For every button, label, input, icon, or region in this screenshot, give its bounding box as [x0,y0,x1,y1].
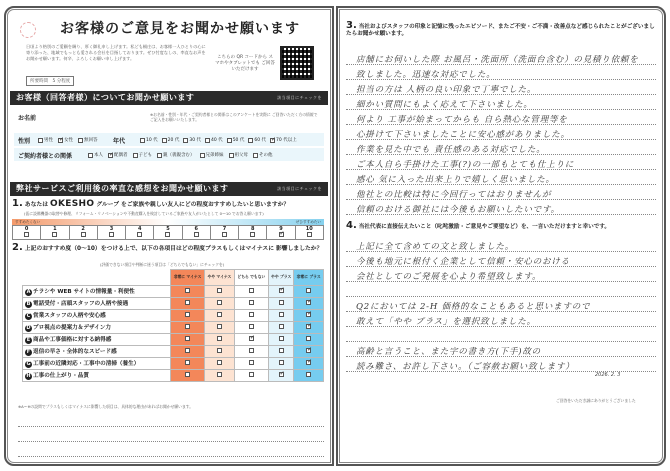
rating-row-label: C 営業スタッフの人柄や安心感 [23,310,171,322]
rating-row [23,322,324,334]
checkbox-icon[interactable] [249,312,254,317]
answer-line[interactable] [346,341,656,342]
q3-handwritten-answer: 細かい質問にもよく応えて下さいました。 [356,100,533,110]
age-option[interactable] [162,137,180,143]
checkbox-icon[interactable] [222,232,227,237]
checkbox-icon[interactable] [306,300,311,305]
checkbox-icon[interactable] [248,138,253,143]
checkbox-icon[interactable] [140,138,145,143]
checkbox-icon[interactable] [279,232,284,237]
checkbox-icon[interactable] [279,312,284,317]
checkbox-icon[interactable] [217,372,222,377]
gender-option-label: 女性 [64,138,73,143]
scale-low-label: すすめたくない [15,220,41,224]
answer-line[interactable] [18,426,324,427]
rating-cell[interactable] [294,370,324,382]
rating-cell[interactable] [205,286,235,298]
checkbox-icon[interactable] [249,348,254,353]
gender-label: 性別 [18,138,31,145]
relation-option[interactable] [200,152,224,158]
gender-option[interactable] [38,137,53,143]
scale-option[interactable] [239,226,267,239]
checkbox-icon[interactable] [200,153,205,158]
rating-cell[interactable] [269,322,294,334]
letter-badge-icon: G [26,361,31,367]
checkbox-icon[interactable] [279,372,284,377]
rating-column-header: どちら でもない [234,270,268,286]
checkbox-icon[interactable] [24,232,29,237]
checkbox-icon[interactable] [185,288,190,293]
checkbox-icon[interactable] [205,138,210,143]
gender-option-label: 男性 [44,138,53,143]
relation-label: ご契約者様との関係 [18,153,73,160]
rating-cell[interactable] [234,310,268,322]
checkbox-icon[interactable] [38,138,43,143]
rating-cell[interactable] [205,298,235,310]
checkbox-icon[interactable] [279,288,284,293]
relation-option-label: 配偶者 [114,153,128,158]
checkbox-icon[interactable] [306,372,311,377]
rating-cell[interactable] [269,346,294,358]
rating-row [23,310,324,322]
checkbox-icon[interactable] [133,153,138,158]
age-options [140,137,297,143]
scale-number: 8 [251,226,255,232]
checkbox-icon[interactable] [279,348,284,353]
checkbox-icon[interactable] [306,348,311,353]
rating-cell[interactable] [294,310,324,322]
scale-number: 3 [109,226,114,232]
rating-row [23,286,324,298]
name-label: お名前 [18,115,37,122]
checkbox-icon[interactable] [306,288,311,293]
check-note: 該当項目にチェックを [277,186,322,191]
rating-cell[interactable] [234,322,268,334]
answer-line[interactable] [346,296,656,297]
gender-option[interactable] [78,137,98,143]
rating-cell[interactable] [294,298,324,310]
rating-cell[interactable] [205,358,235,370]
checkbox-icon[interactable] [78,138,83,143]
rating-cell[interactable] [294,334,324,346]
age-option[interactable] [227,137,245,143]
rating-cell[interactable] [294,286,324,298]
checkbox-icon[interactable] [306,312,311,317]
service-section-header [10,182,328,196]
checkbox-icon[interactable] [217,336,222,341]
checkbox-icon[interactable] [307,232,312,237]
question-3: 3. 当社およびスタッフの印象と記憶に残ったエピソード、またご不安・ご不満・改善点など感じられたことがございましたらお聞かせ願います。 [346,20,655,37]
checkbox-icon[interactable] [185,324,190,329]
scale-number: 2 [81,226,85,232]
checkbox-icon[interactable] [253,153,258,158]
rating-row-label: E 商品や工事価格に対する納得感 [23,334,171,346]
scale-number: 5 [166,226,170,232]
scale-number: 6 [194,226,198,232]
age-label: 年代 [113,138,126,145]
checkbox-icon[interactable] [137,232,142,237]
rating-row [23,298,324,310]
relation-option[interactable] [229,152,249,158]
rating-cell[interactable] [269,358,294,370]
scale-option[interactable] [98,226,126,239]
rating-cell[interactable] [205,370,235,382]
checkbox-icon[interactable] [185,300,190,305]
scale-option[interactable] [41,226,69,239]
scale-option[interactable] [154,226,182,239]
scale-number: 9 [279,226,283,232]
rating-cell[interactable] [234,298,268,310]
rating-column-header: 非常に マイナス [171,270,205,286]
checkbox-icon[interactable] [157,153,162,158]
checkbox-icon[interactable] [81,232,86,237]
rating-cell[interactable] [205,346,235,358]
checkbox-icon[interactable] [185,336,190,341]
rating-cell[interactable] [234,286,268,298]
question-2-sub: (評価できない項目や判断に迷う項目は「どちらでもない」にチェックを) [100,262,225,267]
scale-number: 7 [222,226,227,232]
checkbox-icon[interactable] [58,138,63,143]
checkbox-icon[interactable] [217,348,222,353]
checkbox-icon[interactable] [249,288,254,293]
relation-option[interactable] [253,152,273,158]
checkbox-icon[interactable] [217,324,222,329]
checkbox-icon[interactable] [217,300,222,305]
rating-column-header: 非常に プラス [294,270,324,286]
relation-option-label: 兄弟姉妹 [205,153,224,158]
rating-cell[interactable] [294,322,324,334]
checkbox-icon[interactable] [183,138,188,143]
q3-handwritten-answer: 何より 工事が始まってからも 自ら熱心な管理等を [356,115,568,125]
scale-high-label: ぜひすすめたい [295,220,321,224]
scale-number: 10 [305,226,313,232]
question-1-sub: (仮に設備機器の取替や修理、リフォーム・リノベーションや不動産購入を検討しているご家族や友人がいたとして 0〜10 でお答え願います) [24,211,264,216]
checkbox-icon[interactable] [88,153,93,158]
checkbox-icon[interactable] [165,232,170,237]
rating-cell[interactable] [205,322,235,334]
q4-handwritten-answer: 今後も地元に根付く企業として信頼・安心のおける [356,257,570,267]
rating-cell[interactable] [205,334,235,346]
q3-handwritten-answer: 致しました。迅速な対応でした。 [356,70,496,80]
letter-badge-icon: A [26,289,31,295]
checkbox-icon[interactable] [217,360,222,365]
respondent-section-title: お客様（回答者様）についてお聞かせ願います [16,93,195,102]
letter-badge-icon: H [26,373,31,379]
age-option-label: 10 代 [146,138,158,143]
age-option[interactable] [205,137,223,143]
checkbox-icon[interactable] [279,360,284,365]
q3-handwritten-answer: 他社との比較は特に今回行ってはおりませんが [356,190,552,200]
relation-option[interactable] [133,152,153,158]
rating-cell[interactable] [171,358,205,370]
scale-option[interactable] [267,226,295,239]
name-note: ※お名前・性別・年代・ご契約者様との関係はこのアンケートを実際に ご回答いただく方の情報でご記入をお願いいたします。 [150,112,318,122]
rating-row [23,370,324,382]
letter-badge-icon: E [26,337,31,343]
checkbox-icon[interactable] [306,360,311,365]
checkbox-icon[interactable] [162,138,167,143]
scale-option[interactable] [126,226,154,239]
age-option[interactable] [140,137,158,143]
checkbox-icon[interactable] [109,232,114,237]
age-option-label: 30 代 [189,138,202,143]
q4-handwritten-answer: 上記に全て含めての文と致しました。 [356,242,515,252]
scale-number: 0 [24,226,29,232]
relation-option-label: 親（義親含む） [163,153,195,158]
checkbox-icon[interactable] [194,232,199,237]
checkbox-icon[interactable] [217,312,222,317]
scale-option[interactable] [296,226,323,239]
rating-row [23,346,324,358]
thanks-text: ご回答をいただき誠にありがとうございました [556,398,636,403]
gender-option-label: 無回答 [84,138,98,143]
relation-option-label: その他 [259,153,273,158]
letter-badge-icon: B [26,301,31,307]
rating-cell[interactable] [171,334,205,346]
rating-cell[interactable] [171,298,205,310]
rating-cell[interactable] [269,286,294,298]
age-option-label: 60 代 [254,138,267,143]
q3-handwritten-answer: 心掛けて下さいましたことに安心感がありました。 [356,130,570,140]
q3-handwritten-answer: ご本人自ら手掛けた工事(?)の一部もとても仕上りに [356,160,575,170]
checkbox-icon[interactable] [249,360,254,365]
time-required-badge: 所要時間 5 分程度 [26,76,74,86]
checkbox-icon[interactable] [52,232,57,237]
checkbox-icon[interactable] [249,324,254,329]
checkbox-icon[interactable] [279,336,284,341]
q3-handwritten-answer: 作業を見た中でも 責任感のある対応でした。 [356,145,546,155]
rating-cell[interactable] [171,310,205,322]
rating-cell[interactable] [234,358,268,370]
q3-handwritten-answer: 感心 気に入った出来上りで嬉しく思いました。 [356,175,555,185]
letter-badge-icon: F [26,349,31,355]
rating-cell[interactable] [294,346,324,358]
rating-cell[interactable] [269,310,294,322]
scale-option[interactable] [70,226,98,239]
page-title: お客様のご意見をお聞かせ願います [60,21,300,37]
q4-handwritten-answer: Q2においては 2-H 価格的なこともあると思いますので [356,302,591,312]
q4-handwritten-answer: 高齢と言うこと、また字の書き方(下手)故の [356,347,541,357]
age-option[interactable] [183,137,201,143]
checkbox-icon[interactable] [227,138,232,143]
service-section-title: 弊社サービスご利用後の率直な感想をお聞かせ願います [16,184,229,193]
checkbox-icon[interactable] [249,300,254,305]
q4-handwritten-answer: 会社としてのご発展を心より希望致します。 [356,272,542,282]
date-handwritten: 2026. 2. 3 [595,372,621,378]
checkbox-icon[interactable] [279,300,284,305]
q4-handwritten-answer: 敢えて「やや プラス」を選択致しました。 [356,317,536,327]
relation-option-label: 祖父母 [234,153,248,158]
rating-grid [22,269,324,382]
gender-option[interactable] [58,137,73,143]
question-4: 4. 当社代表に直接伝えたいこと（叱咤激励・ご意見やご要望など）を、一言いただけますと幸いです。 [346,220,610,231]
q3-handwritten-answer: 店舗にお伺いした際 お風呂・洗面所（洗面台含む）の見積り依頼を [356,55,639,65]
rating-cell[interactable] [269,334,294,346]
scale-option[interactable] [183,226,211,239]
checkbox-icon[interactable] [249,336,254,341]
rating-row [23,358,324,370]
age-option-label: 50 代 [232,138,245,143]
brand-name: OKESHO [50,199,95,209]
qr-instruction: こちらの QR コードから スマホやタブレットでも ご回答いただけます [215,55,275,72]
rating-cell[interactable] [234,346,268,358]
age-option-label: 20 代 [167,138,180,143]
rating-cell[interactable] [294,358,324,370]
relation-option[interactable] [157,152,195,158]
checkbox-icon[interactable] [306,336,311,341]
rating-cell[interactable] [234,370,268,382]
rating-row-label: A チラシや WEB サイトの情報量・利便性 [23,286,171,298]
rating-cell[interactable] [171,286,205,298]
scale-option[interactable] [211,226,239,239]
rating-cell[interactable] [171,322,205,334]
scale-number: 1 [53,226,57,232]
checkbox-icon[interactable] [185,372,190,377]
qr-code-icon[interactable] [280,46,314,80]
checkbox-icon[interactable] [279,324,284,329]
checkbox-icon[interactable] [185,348,190,353]
rating-row-label: F 返信の早さ・全体的なスピード感 [23,346,171,358]
q3-handwritten-answer: 信頼のおける御社には今後もお願いしたいです。 [356,205,560,215]
relation-option[interactable] [88,152,103,158]
rating-column-header: やや プラス [269,270,294,286]
rating-cell[interactable] [171,346,205,358]
check-note: 該当項目にチェックを [277,95,322,100]
age-option[interactable] [248,137,266,143]
scale-number: 4 [137,226,142,232]
rating-row-label: G 工事前の近隣対応・工事中の清掃（養生） [23,358,171,370]
checkbox-icon[interactable] [185,312,190,317]
letter-badge-icon: D [26,325,31,331]
rating-cell[interactable] [205,310,235,322]
intro-text: 日頃より格別のご愛顧を賜り、厚く御礼申し上げます。私ども桶庄は、お客様一人ひとりの心に寄り添った、地域でもっとも愛される会社を目指しております。ぜひ忖度なしの、率直なお声をお聞かせ願います。何卒、よろしくお願い申し上げます。 [26,44,206,61]
question-2-footnote: ※A〜Hの設問でプラスもしくはマイナスに影響した項目は、具体的な理由があればお聞かせ願います。 [18,404,194,409]
answer-line[interactable] [18,456,324,457]
rating-row-label: H 工事の仕上がり・品質 [23,370,171,382]
checkbox-icon[interactable] [270,138,275,143]
relation-option-label: 本人 [94,153,103,158]
checkbox-icon[interactable] [229,153,234,158]
rating-cell[interactable] [234,334,268,346]
checkbox-icon[interactable] [185,360,190,365]
rating-cell[interactable] [269,298,294,310]
checkbox-icon[interactable] [250,232,255,237]
rating-column-header: やや マイナス [205,270,235,286]
rating-cell[interactable] [269,370,294,382]
question-2: 2. 上記のおすすめ度（0〜10）をつける上で、以下の各項目はどの程度プラスもしくはマイナスに 影響しましたか？ [12,242,323,253]
recommend-scale [12,225,324,240]
age-option-label: 40 代 [211,138,223,143]
relation-option-label: 子ども [138,153,152,158]
relation-options [88,152,273,158]
answer-line[interactable] [18,441,324,442]
age-option-label: 70 代以上 [276,138,297,143]
rating-cell[interactable] [171,370,205,382]
relation-option[interactable] [108,152,128,158]
q4-handwritten-answer: 読み難さ、お許し下さい。（ご容赦お願い致します） [356,362,575,372]
rating-row-label: D プロ視点の提案力＆デザイン力 [23,322,171,334]
checkbox-icon[interactable] [217,288,222,293]
scale-option[interactable] [13,226,41,239]
checkbox-icon[interactable] [306,324,311,329]
rating-row [23,334,324,346]
checkbox-icon[interactable] [249,372,254,377]
checkbox-icon[interactable] [108,153,113,158]
letter-badge-icon: C [26,313,31,319]
question-1: 1. あなたは OKESHO グループ をご家族や親しい友人にどの程度おすすめしたいと思いますか？ [12,198,290,209]
respondent-section-header [10,91,328,105]
stamp-icon [20,22,36,38]
q3-handwritten-answer: 担当の方は 人柄の良い印象で丁寧でした。 [356,85,537,95]
gender-options [38,137,98,143]
rating-row-label: B 電話受付・店頭スタッフの人柄や接遇 [23,298,171,310]
age-option[interactable] [270,137,297,143]
